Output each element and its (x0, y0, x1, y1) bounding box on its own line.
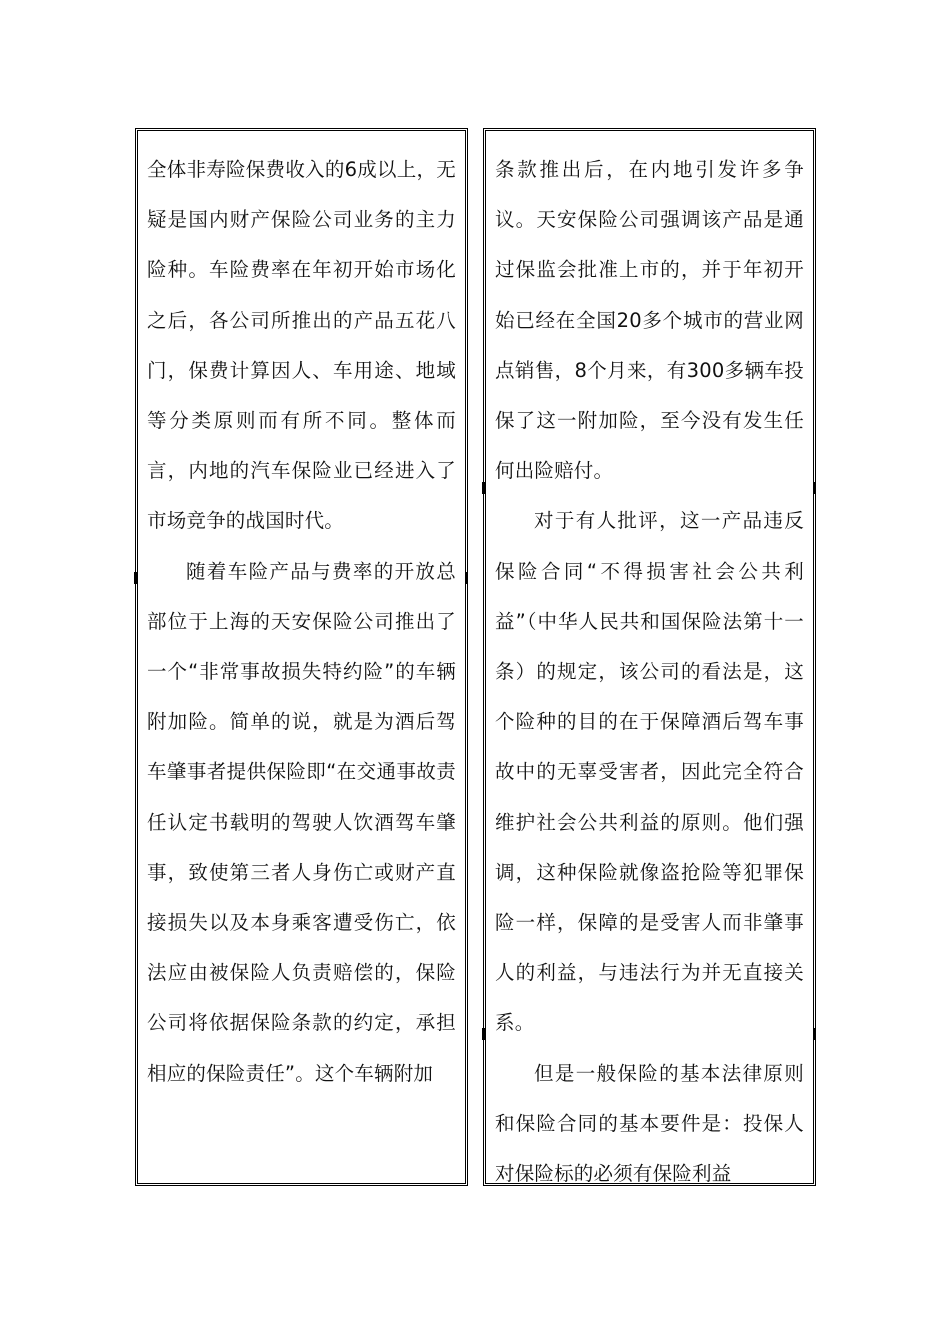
column-border-tick (813, 1028, 816, 1040)
text-column-right (483, 128, 816, 1186)
text-column-left (135, 128, 468, 1186)
column-border-tick (465, 572, 468, 584)
paragraph: 条款推出后，在内地引发许多争议。天安保险公司强调该产品是通过保监会批准上市的，并于年初开始已经在全国20多个城市的营业网点销售，8个月来，有300多辆车投保了这一附加险，至今没有发生任何出险赔付。 (495, 158, 804, 483)
column-border-tick (482, 1028, 485, 1040)
paragraph: 随着车险产品与费率的开放总部位于上海的天安保险公司推出了一个“非常事故损失特约险”的车辆附加险。简单的说，就是为酒后驾车肇事者提供保险即“在交通事故责任认定书载明的驾驶人饮酒驾车肇事，致使第三者人身伤亡或财产直接损失以及本身乘客遭受伤亡，依法应由被保险人负责赔偿的，保险公司将依据保险条款的约定，承担相应的保险责任”。这个车辆附加 (147, 559, 456, 1085)
column-border-tick (482, 482, 485, 494)
paragraph: 对于有人批评，这一产品违反保险合同“不得损害社会公共利益”（中华人民共和国保险法第十一条）的规定，该公司的看法是，这个险种的目的在于保障酒后驾车事故中的无辜受害者，因此完全符合维护社会公共利益的原则。他们强调，这种保险就像盗抢险等犯罪保险一样，保障的是受害人而非肇事人的利益，与违法行为并无直接关系。 (495, 509, 804, 1035)
column-border-tick (134, 572, 137, 584)
column-border-tick (813, 482, 816, 494)
paragraph: 但是一般保险的基本法律原则和保险合同的基本要件是：投保人对保险标的必须有保险利益 (495, 1061, 804, 1186)
paragraph: 全体非寿险保费收入的6成以上，无疑是国内财产保险公司业务的主力险种。车险费率在年初开始市场化之后，各公司所推出的产品五花八门，保费计算因人、车用途、地域等分类原则而有所不同。整体而言，内地的汽车保险业已经进入了市场竞争的战国时代。 (147, 158, 456, 533)
